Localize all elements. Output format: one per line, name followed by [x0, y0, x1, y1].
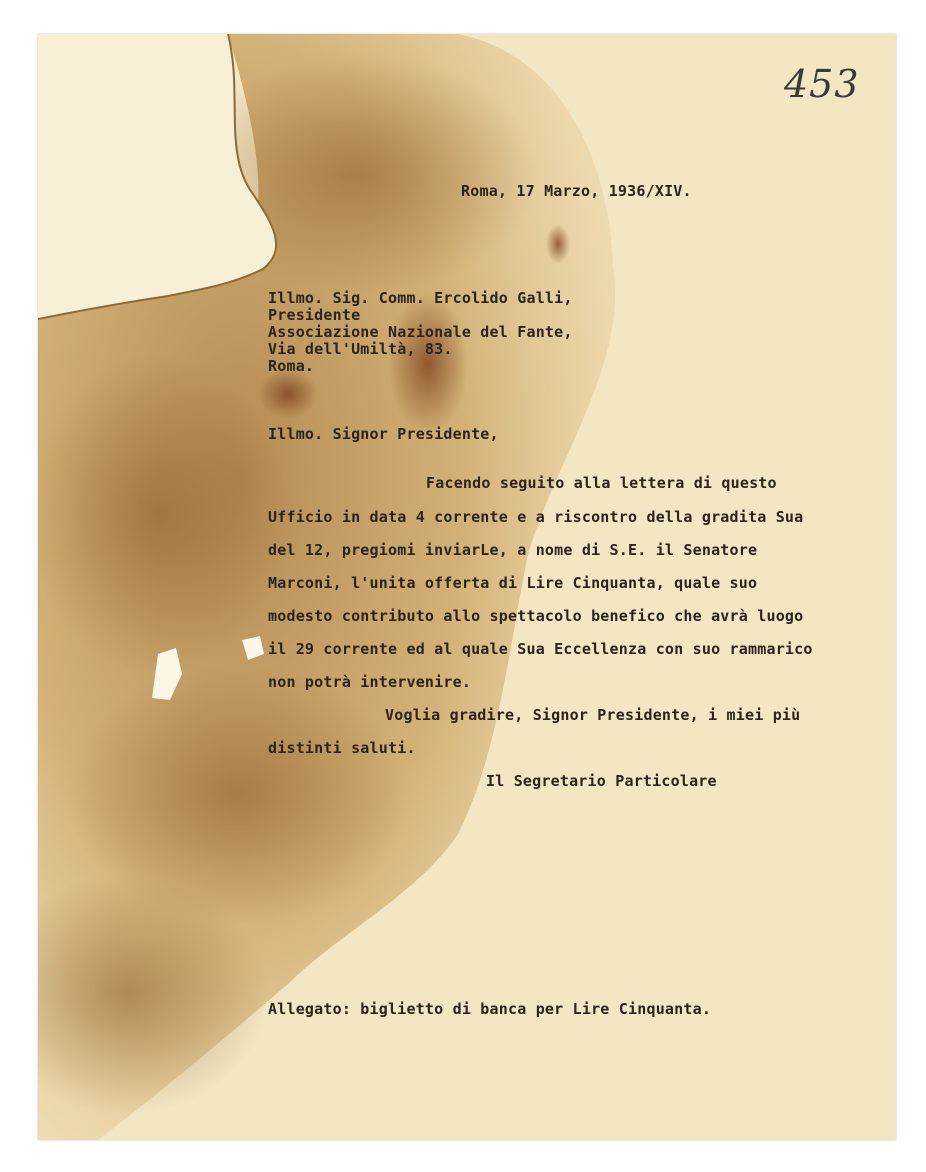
archive-number: 453	[784, 62, 860, 106]
addressee-line: Associazione Nazionale del Fante,	[268, 323, 573, 341]
body-line: Facendo seguito alla lettera di questo	[426, 474, 777, 492]
closing-line: distinti saluti.	[268, 739, 416, 757]
addressee-line: Via dell'Umiltà, 83.	[268, 340, 453, 358]
addressee-line: Roma.	[268, 357, 315, 375]
hole-mark	[238, 634, 268, 664]
addressee-line: Illmo. Sig. Comm. Ercolido Galli,	[268, 289, 573, 307]
body-line: Marconi, l'unita offerta di Lire Cinquanta, quale suo	[268, 574, 758, 592]
torn-corner	[38, 34, 298, 334]
body-line: del 12, pregiomi inviarLe, a nome di S.E. il Senatore	[268, 541, 758, 559]
signature-title: Il Segretario Particolare	[486, 772, 717, 790]
enclosure-note: Allegato: biglietto di banca per Lire Cinquanta.	[268, 1000, 712, 1018]
date-line: Roma, 17 Marzo, 1936/XIV.	[461, 182, 692, 200]
body-line: non potrà intervenire.	[268, 673, 472, 691]
salutation: Illmo. Signor Presidente,	[268, 425, 499, 443]
closing-line: Voglia gradire, Signor Presidente, i miei più	[385, 706, 801, 724]
addressee-line: Presidente	[268, 306, 361, 324]
hole-mark	[148, 644, 188, 704]
body-line: Ufficio in data 4 corrente e a riscontro della gradita Sua	[268, 508, 804, 526]
body-line: modesto contributo allo spettacolo benefico che avrà luogo	[268, 607, 804, 625]
body-line: il 29 corrente ed al quale Sua Eccellenza con suo rammarico	[268, 640, 813, 658]
